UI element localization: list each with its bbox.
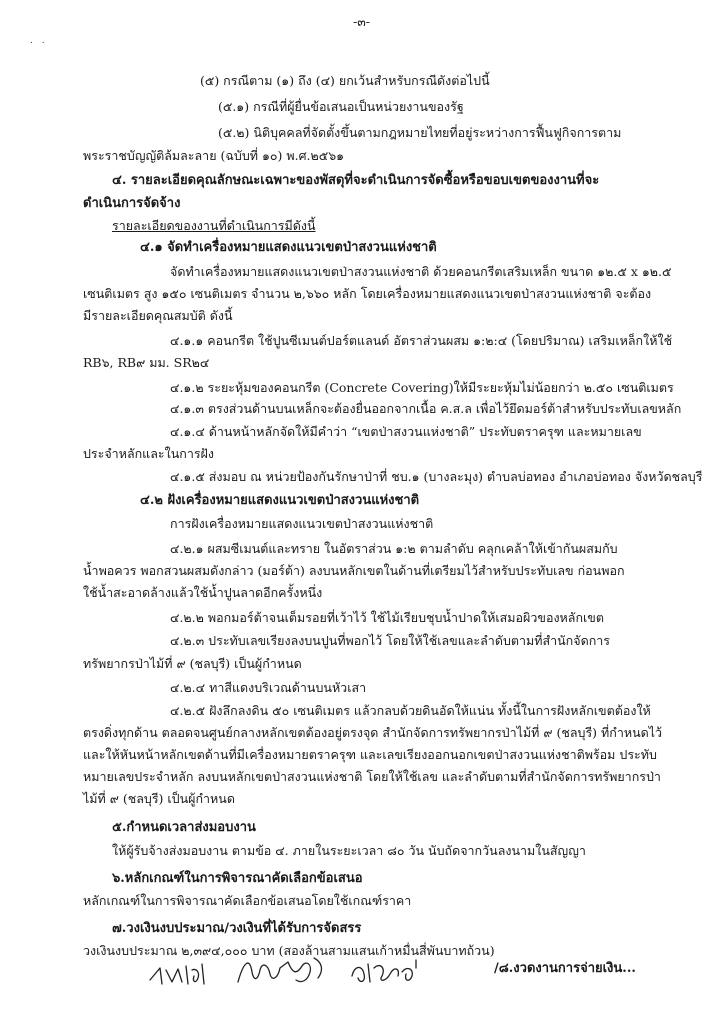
signature-1 [146, 958, 216, 992]
section-5-title: ๕.กำหนดเวลาส่งมอบงาน [112, 820, 256, 835]
item-4-1-4-line2: ประจำหลักและในการฝัง [83, 446, 214, 461]
item-4-1-1-line2: RB๖, RB๙ มม. SR๒๔ [83, 355, 210, 370]
item-4-2-3-line1: ๔.๒.๓ ประทับเลขเรียงลงบนปูนที่พอกไว้ โดยให้ใช้เลขและลำดับตามที่สำนักจัดการ [170, 633, 610, 648]
item-4-2-1-line2: น้ำพอควร พอกสวนผสมดังกล่าว (มอร์ต้า) ลงบนหลักเขตในด้านที่เตรียมไว้สำหรับประทับเลข ก่อนพอก [83, 563, 625, 578]
item-5-2-line1: (๕.๒) นิติบุคคลที่จัดตั้งขึ้นตามกฎหมายไทยที่อยู่ระหว่างการฟื้นฟูกิจการตาม [218, 125, 622, 140]
item-4-1-3: ๔.๑.๓ ตรงส่วนด้านบนเหล็กจะต้องยื่นออกจากเนื้อ ค.ส.ล เพื่อไว้ยึดมอร์ต้าสำหรับประทับเลขหลัก [170, 401, 682, 416]
signature-2 [232, 952, 330, 990]
section-7-title: ๗.วงเงินงบประมาณ/วงเงินที่ได้รับการจัดสรร [112, 921, 362, 936]
section-4-1-title: ๔.๑ จัดทำเครื่องหมายแสดงแนวเขตป่าสงวนแห่งชาติ [140, 240, 437, 255]
item-4-2-3-line2: ทรัพยากรป่าไม้ที่ ๙ (ชลบุรี) เป็นผู้กำหนด [83, 656, 302, 671]
item-4-2-1-line3: ใช้น้ำสะอาดล้างแล้วใช้น้ำปูนลาดอีกครั้งหนึ่ง [83, 585, 323, 600]
corner-marks: . . [30, 36, 48, 46]
item-5-2-line2: พระราชบัญญัติล้มละลาย (ฉบับที่ ๑๐) พ.ศ.๒๕๖๑ [83, 148, 345, 163]
section-4-2-intro: การฝังเครื่องหมายแสดงแนวเขตป่าสงวนแห่งชาติ [170, 516, 434, 531]
next-page-reference: /๘.งวดงานการจ่ายเงิน... [494, 961, 636, 976]
section-6-body: หลักเกณฑ์ในการพิจารณาคัดเลือกข้อเสนอโดยใช้เกณฑ์ราคา [83, 893, 412, 908]
section-4-1-para-line1: จัดทำเครื่องหมายแสดงแนวเขตป่าสงวนแห่งชาติ ด้วยคอนกรีตเสริมเหล็ก ขนาด ๑๒.๕ x ๑๒.๕ [170, 264, 672, 279]
item-5-1: (๕.๑) กรณีที่ผู้ยื่นข้อเสนอเป็นหน่วยงานของรัฐ [218, 99, 464, 114]
item-4-2-5-line3: และให้หันหน้าหลักเขตด้านที่มีเครื่องหมายตราครุฑ และเลขเรียงออกนอกเขตป่าสงวนแห่งชาติพร้อม ประทับ [83, 747, 657, 762]
section-4-subtitle: รายละเอียดของงานที่ดำเนินการมีดังนี้ [112, 218, 316, 233]
item-4-2-5-line1: ๔.๒.๕ ฝังลึกลงดิน ๕๐ เซนติเมตร แล้วกลบด้วยดินอัดให้แน่น ทั้งนี้ในการฝังหลักเขตต้องให้ [170, 703, 651, 718]
signature-3 [346, 954, 422, 990]
section-5-body: ให้ผู้รับจ้างส่งมอบงาน ตามข้อ ๔. ภายในระยะเวลา ๘๐ วัน นับถัดจากวันลงนามในสัญญา [112, 843, 586, 858]
item-4-2-4: ๔.๒.๔ ทาสีแดงบริเวณด้านบนหัวเสา [170, 680, 367, 695]
item-4-1-4-line1: ๔.๑.๔ ด้านหน้าหลักจัดให้มีคำว่า “เขตป่าสงวนแห่งชาติ” ประทับตราครุฑ และหมายเลข [170, 424, 642, 439]
item-4-1-5: ๔.๑.๕ ส่งมอบ ณ หน่วยป้องกันรักษาป่าที่ ชบ.๑ (บางละมุง) ตำบลบ่อทอง อำเภอบ่อทอง จังหวัดชลบุรี [170, 469, 703, 484]
section-4-title-line2: ดำเนินการจัดจ้าง [83, 196, 181, 211]
item-4-2-5-line4: หมายเลขประจำหลัก ลงบนหลักเขตป่าสงวนแห่งชาติ โดยให้ใช้เลข และลำดับตามที่สำนักจัดการทรัพยากรป่า [83, 769, 661, 784]
item-4-2-5-line5: ไม้ที่ ๙ (ชลบุรี) เป็นผู้กำหนด [83, 791, 235, 806]
item-4-1-1-line1: ๔.๑.๑ คอนกรีต ใช้ปูนซีเมนต์ปอร์ตแลนด์ อัตราส่วนผสม ๑:๒:๔ (โดยปริมาณ) เสริมเหล็กให้ใช้ [170, 333, 673, 348]
page-number: -๓- [353, 14, 370, 29]
item-5: (๕) กรณีตาม (๑) ถึง (๔) ยกเว้นสำหรับกรณีดังต่อไปนี้ [200, 73, 490, 88]
section-4-1-para-line2: เซนติเมตร สูง ๑๕๐ เซนติเมตร จำนวน ๒,๖๖๐ หลัก โดยเครื่องหมายแสดงแนวเขตป่าสงวนแห่งชาติ จะต้อง [83, 286, 652, 301]
section-4-2-title: ๔.๒ ฝังเครื่องหมายแสดงแนวเขตป่าสงวนแห่งชาติ [140, 493, 420, 508]
section-7-body: วงเงินงบประมาณ ๒,๓๙๔,๐๐๐ บาท (สองล้านสามแสนเก้าหมื่นสี่พันบาทถ้วน) [83, 943, 495, 958]
item-4-2-2: ๔.๒.๒ พอกมอร์ต้าจนเต็มรอยที่เว้าไว้ ใช้ไม้เรียบชุบน้ำปาดให้เสมอผิวของหลักเขต [170, 610, 604, 625]
section-6-title: ๖.หลักเกณฑ์ในการพิจารณาคัดเลือกข้อเสนอ [112, 871, 363, 886]
item-4-2-1-line1: ๔.๒.๑ ผสมซีเมนต์และทราย ในอัตราส่วน ๑:๒ ตามลำดับ คลุกเคล้าให้เข้ากันผสมกับ [170, 541, 618, 556]
item-4-2-5-line2: ตรงดิ่งทุกด้าน ตลอดจนศูนย์กลางหลักเขตต้องอยู่ตรงจุด สำนักจัดการทรัพยากรป่าไม้ที่ ๙ (ชลบุรี) ที่กำหนดไว้ [83, 725, 663, 740]
section-4-1-para-line3: มีรายละเอียดคุณสมบัติ ดังนี้ [83, 308, 233, 323]
item-4-1-2: ๔.๑.๒ ระยะหุ้มของคอนกรีต (Concrete Covering)ให้มีระยะหุ้มไม่น้อยกว่า ๒.๕๐ เซนติเมตร [170, 380, 674, 395]
section-4-title-line1: ๔. รายละเอียดคุณลักษณะเฉพาะของพัสดุที่จะดำเนินการจัดซื้อหรือขอบเขตของงานที่จะ [112, 173, 600, 188]
